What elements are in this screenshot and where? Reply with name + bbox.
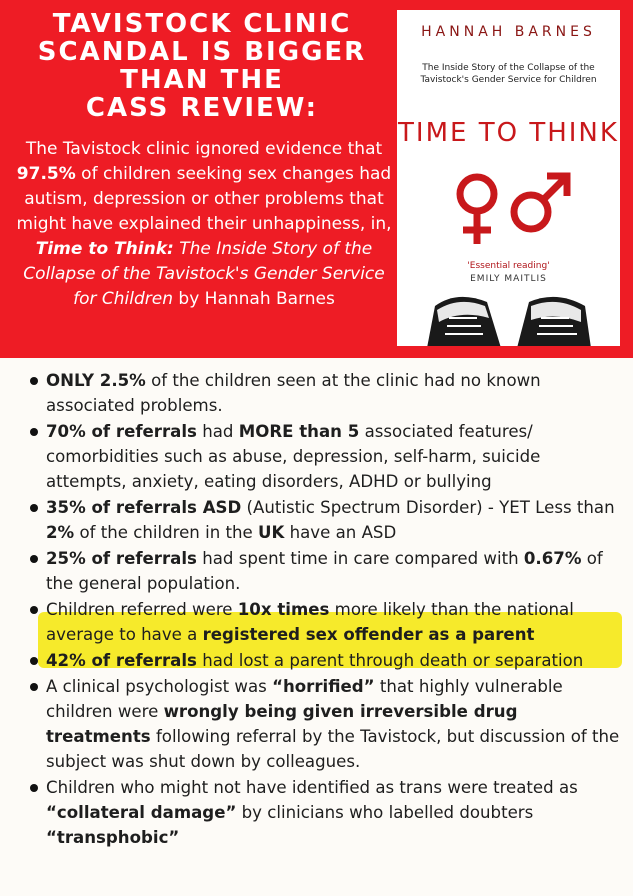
headline [12,10,392,122]
book-quote: 'Essential reading' [467,261,550,271]
book-subtitle-ref: The Inside Story of the Collapse of the Tavistock's Gender Service for Children [23,239,385,309]
book-author: HANNAH BARNES [421,24,596,40]
list-item: 70% of referrals had MORE than 5 associated features/ comorbidities such as abuse, depression, self-harm, suicide attempts, anxiety, eating disorders, ADHD or bullying [0,419,633,494]
headline-line: SCANDAL IS BIGGER [37,37,367,67]
list-item: A clinical psychologist was “horrified” that highly vulnerable children were wrongly being given irreversible drug treatments following referral by the Tavistock, but discussion of the subject was shut down by colleagues. [0,674,633,774]
intro-paragraph [10,137,398,312]
book-title: TIME TO THINK [398,118,619,148]
intro-author: by Hannah Barnes [173,289,335,309]
facts-list [0,368,633,851]
list-item-highlighted: Children referred were 10x times more likely than the national average to have a registered sex offender as a parent [0,597,633,647]
book-title-ref: Time to Think: [35,239,174,259]
list-item: 35% of referrals ASD (Autistic Spectrum Disorder) - YET Less than 2% of the children in the UK have an ASD [0,495,633,545]
headline-line: CASS REVIEW: [85,93,319,123]
book-cover [397,10,620,346]
sneakers-image [397,288,620,346]
headline-line: TAVISTOCK CLINIC [52,9,352,39]
list-item: ONLY 2.5% of the children seen at the clinic had no known associated problems. [0,368,633,418]
intro-text: The Tavistock clinic ignored evidence that [25,139,383,159]
book-quote-author: EMILY MAITLIS [470,274,547,284]
list-item: Children who might not have identified as trans were treated as “collateral damage” by clinicians who labelled doubters “transphobic” [0,775,633,850]
intro-text: of children seeking sex changes had autism, depression or other problems that might have explained their unhappiness, in, [16,164,392,234]
list-item: 25% of referrals had spent time in care compared with 0.67% of the general population. [0,546,633,596]
headline-line: THAN THE [120,65,284,95]
book-subtitle: The Inside Story of the Collapse of the Tavistock's Gender Service for Children [420,63,597,85]
gender-symbols-icon [397,160,620,250]
list-item: 42% of referrals had lost a parent through death or separation [0,648,633,673]
red-banner [0,0,633,358]
intro-percent: 97.5% [16,164,76,184]
